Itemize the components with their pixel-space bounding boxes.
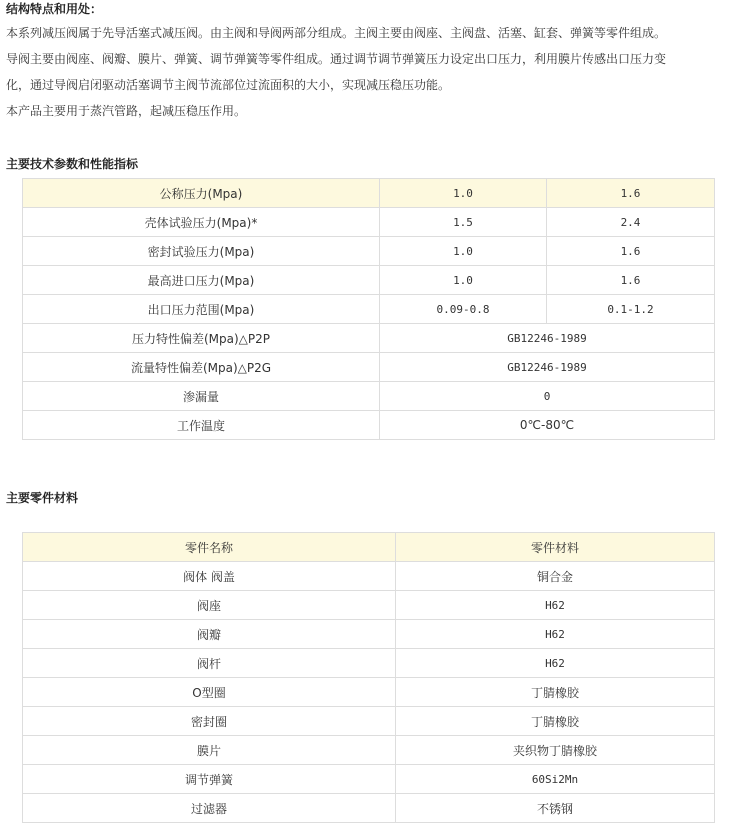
param-label: 工作温度 [23, 411, 380, 440]
materials-row [23, 678, 715, 707]
param-value-1: 1.0 [380, 179, 547, 208]
param-value-2: 1.6 [547, 179, 715, 208]
param-label: 压力特性偏差(Mpa)△P2P [23, 324, 380, 353]
part-material: H62 [396, 649, 715, 678]
params-row [23, 237, 715, 266]
part-name: 阀座 [23, 591, 396, 620]
param-value-2: 1.6 [547, 266, 715, 295]
param-value-2: 2.4 [547, 208, 715, 237]
part-name-header: 零件名称 [23, 533, 396, 562]
param-value-1: 1.0 [380, 237, 547, 266]
part-name: 阀杆 [23, 649, 396, 678]
params-row [23, 324, 715, 353]
part-name: 调节弹簧 [23, 765, 396, 794]
params-row [23, 295, 715, 324]
materials-table [22, 532, 715, 823]
param-value: GB12246-1989 [380, 324, 715, 353]
materials-row [23, 794, 715, 823]
params-row [23, 353, 715, 382]
materials-row [23, 765, 715, 794]
params-heading: 主要技术参数和性能指标 [6, 157, 139, 171]
part-name: 阀体 阀盖 [23, 562, 396, 591]
materials-row [23, 649, 715, 678]
intro-paragraph [6, 20, 730, 124]
part-name: 膜片 [23, 736, 396, 765]
part-material: 60Si2Mn [396, 765, 715, 794]
part-material: H62 [396, 620, 715, 649]
materials-header-row [23, 533, 715, 562]
param-value-1: 1.0 [380, 266, 547, 295]
part-material-header: 零件材料 [396, 533, 715, 562]
materials-row [23, 707, 715, 736]
materials-heading: 主要零件材料 [6, 491, 79, 505]
param-value: GB12246-1989 [380, 353, 715, 382]
materials-row [23, 591, 715, 620]
param-value-1: 1.5 [380, 208, 547, 237]
params-table [22, 178, 715, 440]
param-label: 出口压力范围(Mpa) [23, 295, 380, 324]
param-label: 渗漏量 [23, 382, 380, 411]
param-value-2: 0.1-1.2 [547, 295, 715, 324]
materials-row [23, 736, 715, 765]
materials-row [23, 562, 715, 591]
param-value: 0℃-80℃ [380, 411, 715, 440]
part-name: O型圈 [23, 678, 396, 707]
params-row [23, 382, 715, 411]
param-label: 壳体试验压力(Mpa)* [23, 208, 380, 237]
param-value-2: 1.6 [547, 237, 715, 266]
part-material: 夹织物丁腈橡胶 [396, 736, 715, 765]
params-row [23, 179, 715, 208]
part-material: H62 [396, 591, 715, 620]
params-row [23, 208, 715, 237]
intro-line-4: 本产品主要用于蒸汽管路，起减压稳压作用。 [6, 104, 247, 118]
part-material: 丁腈橡胶 [396, 678, 715, 707]
intro-line-1: 本系列减压阀属于先导活塞式减压阀。由主阀和导阀两部分组成。主阀主要由阀座、主阀盘、活塞、缸套、弹簧等零件组成。 [6, 26, 667, 40]
param-label: 最高进口压力(Mpa) [23, 266, 380, 295]
param-value-1: 0.09-0.8 [380, 295, 547, 324]
part-name: 过滤器 [23, 794, 396, 823]
part-material: 不锈钢 [396, 794, 715, 823]
param-value: 0 [380, 382, 715, 411]
param-label: 密封试验压力(Mpa) [23, 237, 380, 266]
params-row [23, 266, 715, 295]
part-name: 阀瓣 [23, 620, 396, 649]
materials-row [23, 620, 715, 649]
param-label: 流量特性偏差(Mpa)△P2G [23, 353, 380, 382]
params-row [23, 411, 715, 440]
intro-line-3: 化，通过导阀启闭驱动活塞调节主阀节流部位过流面积的大小，实现减压稳压功能。 [6, 78, 451, 92]
param-label: 公称压力(Mpa) [23, 179, 380, 208]
part-material: 丁腈橡胶 [396, 707, 715, 736]
part-name: 密封圈 [23, 707, 396, 736]
intro-heading: 结构特点和用处： [6, 2, 103, 16]
intro-line-2: 导阀主要由阀座、阀瓣、膜片、弹簧、调节弹簧等零件组成。通过调节调节弹簧压力设定出口压力，利用膜片传感出口压力变 [6, 52, 667, 66]
part-material: 铜合金 [396, 562, 715, 591]
